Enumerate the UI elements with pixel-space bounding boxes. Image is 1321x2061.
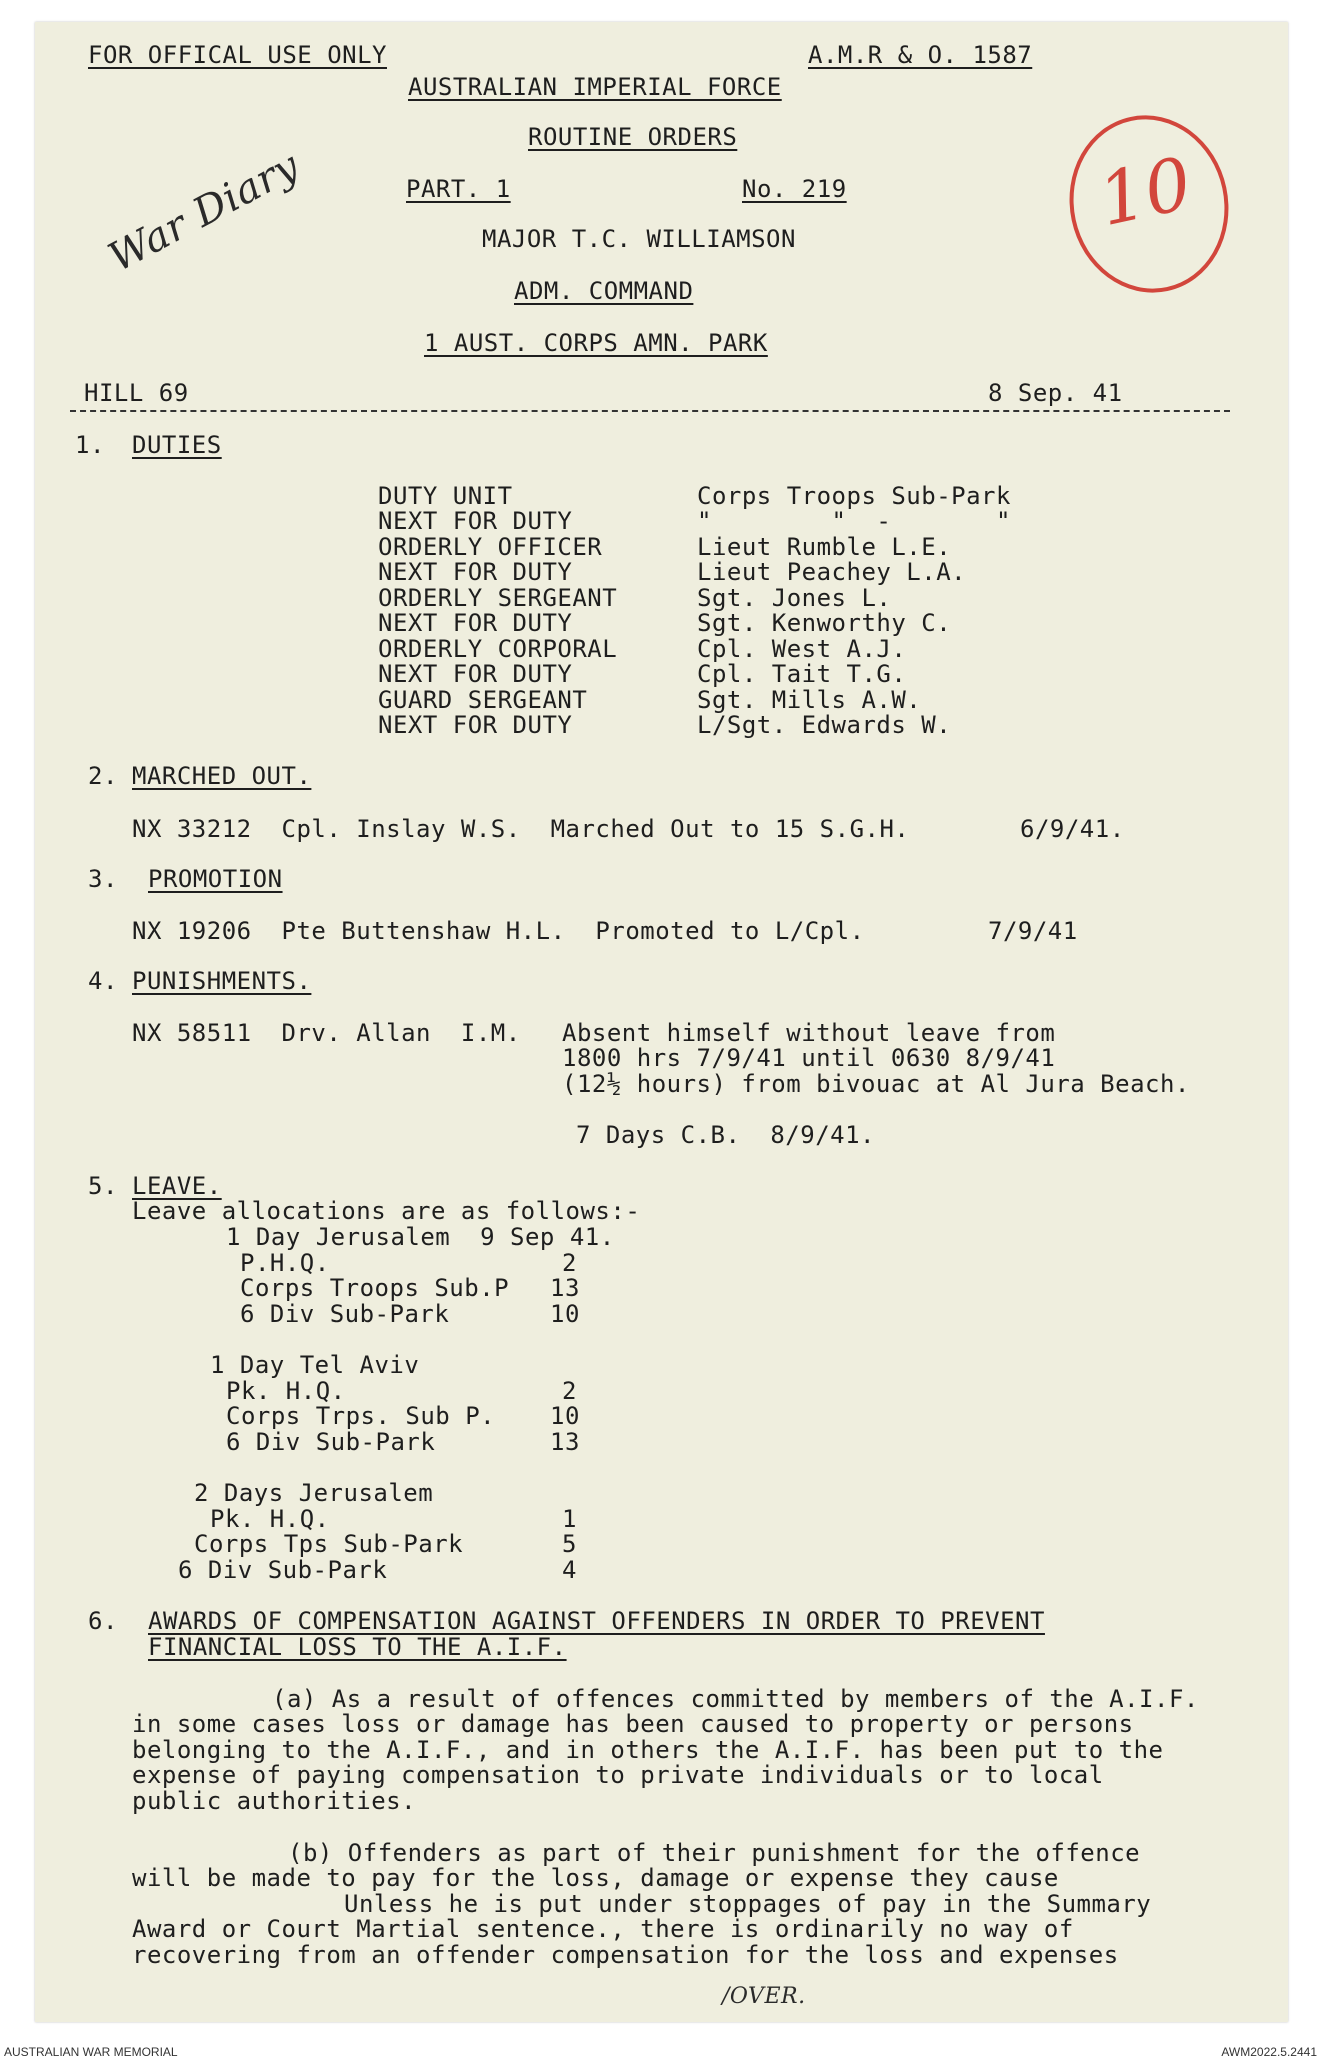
duty-role: NEXT FOR DUTY — [378, 660, 573, 688]
over-annotation: /OVER. — [722, 1984, 806, 2009]
duty-name: Sgt. Kenworthy C. — [697, 609, 952, 637]
leave-item-label: 6 Div Sub-Park — [226, 1428, 436, 1456]
header-divider — [70, 410, 1230, 412]
footer-accession: AWM2022.5.2441 — [1221, 2045, 1317, 2059]
duty-name: Sgt. Jones L. — [697, 584, 892, 612]
leave-item-label: Pk. H.Q. — [210, 1505, 330, 1533]
leave-item-count: 10 — [550, 1402, 580, 1430]
leave-item-label: 6 Div Sub-Park — [240, 1300, 450, 1328]
duty-role: ORDERLY CORPORAL — [378, 635, 618, 663]
leave-intro: Leave allocations are as follows:- — [132, 1197, 641, 1225]
order-date: 8 Sep. 41 — [988, 379, 1123, 407]
order-number: No. 219 — [742, 175, 847, 203]
paragraph-line: expense of paying compensation to private individuals or to local — [132, 1761, 1104, 1789]
leave-item-count: 10 — [550, 1300, 580, 1328]
unit-name: 1 AUST. CORPS AMN. PARK — [424, 329, 768, 357]
marched-out-date: 6/9/41. — [1020, 815, 1125, 843]
punishment-soldier: NX 58511 Drv. Allan I.M. — [132, 1019, 521, 1047]
promotion-date: 7/9/41 — [988, 917, 1078, 945]
duty-role: NEXT FOR DUTY — [378, 711, 573, 739]
leave-item-count: 2 — [562, 1377, 577, 1405]
paragraph-line: belonging to the A.I.F., and in others the A.I.F. has been put to the — [132, 1736, 1164, 1764]
duty-name: " " - " — [697, 507, 1011, 535]
marched-out-number: 2. — [88, 762, 118, 790]
paragraph-line: public authorities. — [132, 1787, 417, 1815]
paragraph-line: recovering from an offender compensation for the loss and expenses — [132, 1941, 1119, 1969]
duty-name: Sgt. Mills A.W. — [697, 686, 922, 714]
punishments-heading: PUNISHMENTS. — [132, 967, 312, 995]
leave-group-title: 1 Day Tel Aviv — [210, 1351, 420, 1379]
duties-heading: DUTIES — [132, 431, 222, 459]
punishment-offence-line: Absent himself without leave from — [562, 1019, 1056, 1047]
paragraph-line: (a) As a result of offences committed by members of the A.I.F. — [272, 1685, 1199, 1713]
promotion-number: 3. — [88, 865, 118, 893]
duty-name: L/Sgt. Edwards W. — [697, 711, 952, 739]
leave-item-label: Corps Troops Sub.P — [240, 1274, 510, 1302]
marched-out-heading: MARCHED OUT. — [132, 762, 312, 790]
leave-item-count: 13 — [550, 1428, 580, 1456]
location: HILL 69 — [84, 379, 189, 407]
duty-role: NEXT FOR DUTY — [378, 558, 573, 586]
duty-role: NEXT FOR DUTY — [378, 609, 573, 637]
leave-heading: LEAVE. — [132, 1172, 222, 1200]
leave-item-count: 2 — [562, 1249, 577, 1277]
leave-item-count: 4 — [562, 1556, 577, 1584]
paragraph-line: Unless he is put under stoppages of pay in the Summary — [344, 1890, 1152, 1918]
leave-group-title: 1 Day Jerusalem 9 Sep 41. — [226, 1223, 615, 1251]
punishment-offence-line: (12½ hours) from bivouac at Al Jura Beach. — [562, 1070, 1190, 1098]
commander: MAJOR T.C. WILLIAMSON — [482, 225, 796, 253]
duty-role: NEXT FOR DUTY — [378, 507, 573, 535]
leave-item-label: Corps Tps Sub-Park — [194, 1530, 464, 1558]
leave-item-label: Pk. H.Q. — [226, 1377, 346, 1405]
punishment-award: 7 Days C.B. 8/9/41. — [576, 1121, 875, 1149]
duty-name: Cpl. Tait T.G. — [697, 660, 907, 688]
force-title: AUSTRALIAN IMPERIAL FORCE — [408, 73, 782, 101]
duty-name: Lieut Rumble L.E. — [697, 533, 952, 561]
war-diary-annotation: War Diary — [101, 142, 307, 282]
leave-item-label: P.H.Q. — [240, 1249, 330, 1277]
duty-role: ORDERLY OFFICER — [378, 533, 603, 561]
paragraph-line: Award or Court Martial sentence., there is ordinarily no way of — [132, 1915, 1074, 1943]
leave-item-count: 1 — [562, 1505, 577, 1533]
duty-role: DUTY UNIT — [378, 482, 513, 510]
duty-role: GUARD SERGEANT — [378, 686, 588, 714]
punishments-number: 4. — [88, 967, 118, 995]
punishment-offence-line: 1800 hrs 7/9/41 until 0630 8/9/41 — [562, 1044, 1056, 1072]
command: ADM. COMMAND — [514, 277, 694, 305]
promotion-heading: PROMOTION — [148, 865, 283, 893]
compensation-heading-line1: AWARDS OF COMPENSATION AGAINST OFFENDERS IN ORDER TO PREVENT — [148, 1607, 1045, 1635]
leave-group-title: 2 Days Jerusalem — [194, 1479, 434, 1507]
folio-number: 10 — [1091, 140, 1199, 243]
orders-title: ROUTINE ORDERS — [528, 123, 738, 151]
paragraph-line: will be made to pay for the loss, damage or expense they cause — [132, 1864, 1059, 1892]
duties-number: 1. — [75, 431, 105, 459]
promotion-entry: NX 19206 Pte Buttenshaw H.L. Promoted to L/Cpl. — [132, 917, 865, 945]
footer-source: AUSTRALIAN WAR MEMORIAL — [4, 2045, 178, 2059]
paragraph-line: in some cases loss or damage has been caused to property or persons — [132, 1710, 1134, 1738]
duty-name: Corps Troops Sub-Park — [697, 482, 1011, 510]
leave-item-label: 6 Div Sub-Park — [178, 1556, 388, 1584]
reference-number: A.M.R & O. 1587 — [808, 41, 1033, 69]
leave-item-count: 13 — [550, 1274, 580, 1302]
paragraph-line: (b) Offenders as part of their punishment for the offence — [288, 1839, 1141, 1867]
duty-name: Lieut Peachey L.A. — [697, 558, 967, 586]
compensation-heading-line2: FINANCIAL LOSS TO THE A.I.F. — [148, 1633, 567, 1661]
duty-name: Cpl. West A.J. — [697, 635, 907, 663]
duty-role: ORDERLY SERGEANT — [378, 584, 618, 612]
leave-item-count: 5 — [562, 1530, 577, 1558]
leave-number: 5. — [88, 1172, 118, 1200]
classification: FOR OFFICAL USE ONLY — [88, 41, 387, 69]
part-number: PART. 1 — [406, 175, 511, 203]
marched-out-entry: NX 33212 Cpl. Inslay W.S. Marched Out to 15 S.G.H. — [132, 815, 910, 843]
leave-item-label: Corps Trps. Sub P. — [226, 1402, 496, 1430]
compensation-number: 6. — [88, 1607, 118, 1635]
